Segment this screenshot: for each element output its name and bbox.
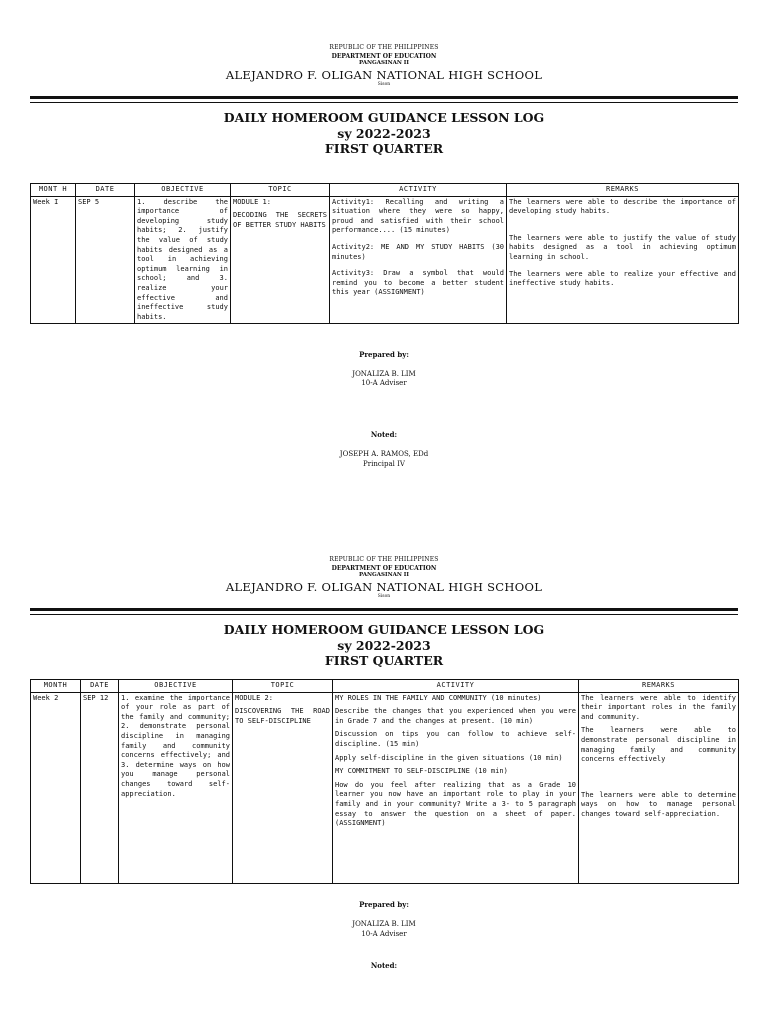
objective-cell: 1. describe the importance of developing study habits; 2. justify the value of study habits designed as a tool in achieving optimum learning in school; and 3. realize your effective and ineffective study habits. [135, 196, 231, 324]
remark-item: The learners were able to identify their important roles in the family and community. [581, 693, 736, 721]
remarks-cell [507, 196, 739, 324]
month-cell: Week I [31, 196, 76, 324]
table-row [31, 196, 739, 324]
remarks-cell [579, 692, 739, 883]
activity-item: MY ROLES IN THE FAMILY AND COMMUNITY (10 minutes) [335, 693, 542, 702]
lesson-log-table [30, 183, 739, 324]
objective-header: OBJECTIVE [119, 680, 233, 693]
activity-item: Describe the changes that you experienced when you were in Grade 7 and the changes at present. (10 min) [335, 707, 576, 725]
town-name: Sison [377, 82, 391, 87]
activity-item: How do you feel after realizing that as a Grade 10 learner you now have an important role to play in your family and in your community? Write a 3- to 5 paragraph essay to answer the question on a sheet of paper. (ASSIGNMENT) [335, 780, 576, 828]
activity-header: ACTIVITY [330, 184, 507, 197]
topic-module: MODULE 2: [235, 693, 273, 702]
activity-item: Apply self-discipline in the given situations (10 min) [335, 753, 563, 762]
remark-item: The learners were able to realize your effective and ineffective study habits. [509, 269, 736, 288]
table-row [31, 692, 739, 883]
prepared-by-role: 10-A Adviser [361, 930, 407, 938]
objective-cell: 1. examine the importance of your role as part of the family and community; 2. demonstrate personal discipline in managing family and community concerns effectively; and 3. determine ways on how you manage personal changes toward self-appreciation. [119, 692, 233, 883]
region-header: PANGASINAN II [359, 572, 409, 578]
remark-item: The learners were able to describe the importance of developing study habits. [509, 197, 736, 216]
republic-header: REPUBLIC OF THE PHILIPPINES [329, 44, 439, 51]
header-rule-thick [30, 96, 738, 99]
topic-header: TOPIC [231, 184, 330, 197]
date-header: DATE [81, 680, 119, 693]
topic-title: DISCOVERING THE ROAD TO SELF-DISCIPLINE [235, 707, 330, 725]
noted-by-name: JOSEPH A. RAMOS, EDd [339, 450, 429, 458]
quarter-label: FIRST QUARTER [324, 141, 444, 156]
date-header: DATE [76, 184, 135, 197]
objective-header: OBJECTIVE [135, 184, 231, 197]
remarks-header: REMARKS [507, 184, 739, 197]
document-title: DAILY HOMEROOM GUIDANCE LESSON LOG [223, 622, 545, 637]
activity-header: ACTIVITY [333, 680, 579, 693]
remark-item: The learners were able to determine ways on how to manage personal changes toward self-appreciation. [581, 790, 736, 818]
school-name: ALEJANDRO F. OLIGAN NATIONAL HIGH SCHOOL [225, 580, 543, 594]
header-rule-thick [30, 608, 738, 611]
prepared-by-name: JONALIZA B. LIM [352, 370, 416, 378]
remark-item: The learners were able to justify the value of study habits designed as a tool in achieving optimum learning in school. [509, 233, 736, 261]
department-header: DEPARTMENT OF EDUCATION [331, 565, 437, 572]
topic-module: MODULE 1: [233, 197, 271, 206]
date-cell: SEP 5 [76, 196, 135, 324]
month-header: MONT H [31, 184, 76, 197]
activity-item: Discussion on tips you can follow to achieve self-discipline. (15 min) [335, 730, 576, 748]
document-title: DAILY HOMEROOM GUIDANCE LESSON LOG [223, 110, 545, 125]
activity-cell [333, 692, 579, 883]
topic-cell [231, 196, 330, 324]
header-rule-thin [30, 102, 738, 103]
school-year: sy 2022-2023 [337, 126, 431, 141]
table-header-row [31, 184, 739, 197]
prepared-by-label: Prepared by: [359, 350, 409, 359]
department-header: DEPARTMENT OF EDUCATION [331, 53, 437, 60]
remark-item: The learners were able to demonstrate personal discipline in managing family and community concerns effectively [581, 726, 736, 764]
activity-cell [330, 196, 507, 324]
school-name: ALEJANDRO F. OLIGAN NATIONAL HIGH SCHOOL [225, 68, 543, 82]
republic-header: REPUBLIC OF THE PHILIPPINES [329, 556, 439, 563]
quarter-label: FIRST QUARTER [324, 653, 444, 668]
region-header: PANGASINAN II [359, 60, 409, 66]
prepared-by-role: 10-A Adviser [361, 379, 407, 387]
town-name: Sison [377, 594, 391, 599]
activity-item: Activity1: Recalling and writing a situation where they were so happy, proud and satisfied with their school performance.... (15 minutes) [332, 197, 504, 235]
activity-item: MY COMMITMENT TO SELF-DISCIPLINE (10 min) [335, 767, 508, 776]
topic-cell [233, 692, 333, 883]
prepared-by-label: Prepared by: [359, 900, 409, 909]
noted-by-label: Noted: [370, 430, 398, 439]
prepared-by-name: JONALIZA B. LIM [352, 920, 416, 928]
remarks-header: REMARKS [579, 680, 739, 693]
month-header: MONTH [31, 680, 81, 693]
lesson-log-table [30, 679, 739, 884]
school-year: sy 2022-2023 [337, 638, 431, 653]
table-header-row [31, 680, 739, 693]
topic-header: TOPIC [233, 680, 333, 693]
header-rule-thin [30, 614, 738, 615]
activity-item: Activity3: Draw a symbol that would remind you to become a better student this year (ASSIGNMENT) [332, 269, 504, 297]
month-cell: Week 2 [31, 692, 81, 883]
activity-item: Activity2: ME AND MY STUDY HABITS (30 minutes) [332, 242, 504, 261]
date-cell: SEP 12 [81, 692, 119, 883]
topic-title: DECODING THE SECRETS OF BETTER STUDY HABITS [233, 211, 327, 229]
noted-by-role: Principal IV [363, 460, 405, 468]
noted-by-label: Noted: [370, 961, 398, 970]
